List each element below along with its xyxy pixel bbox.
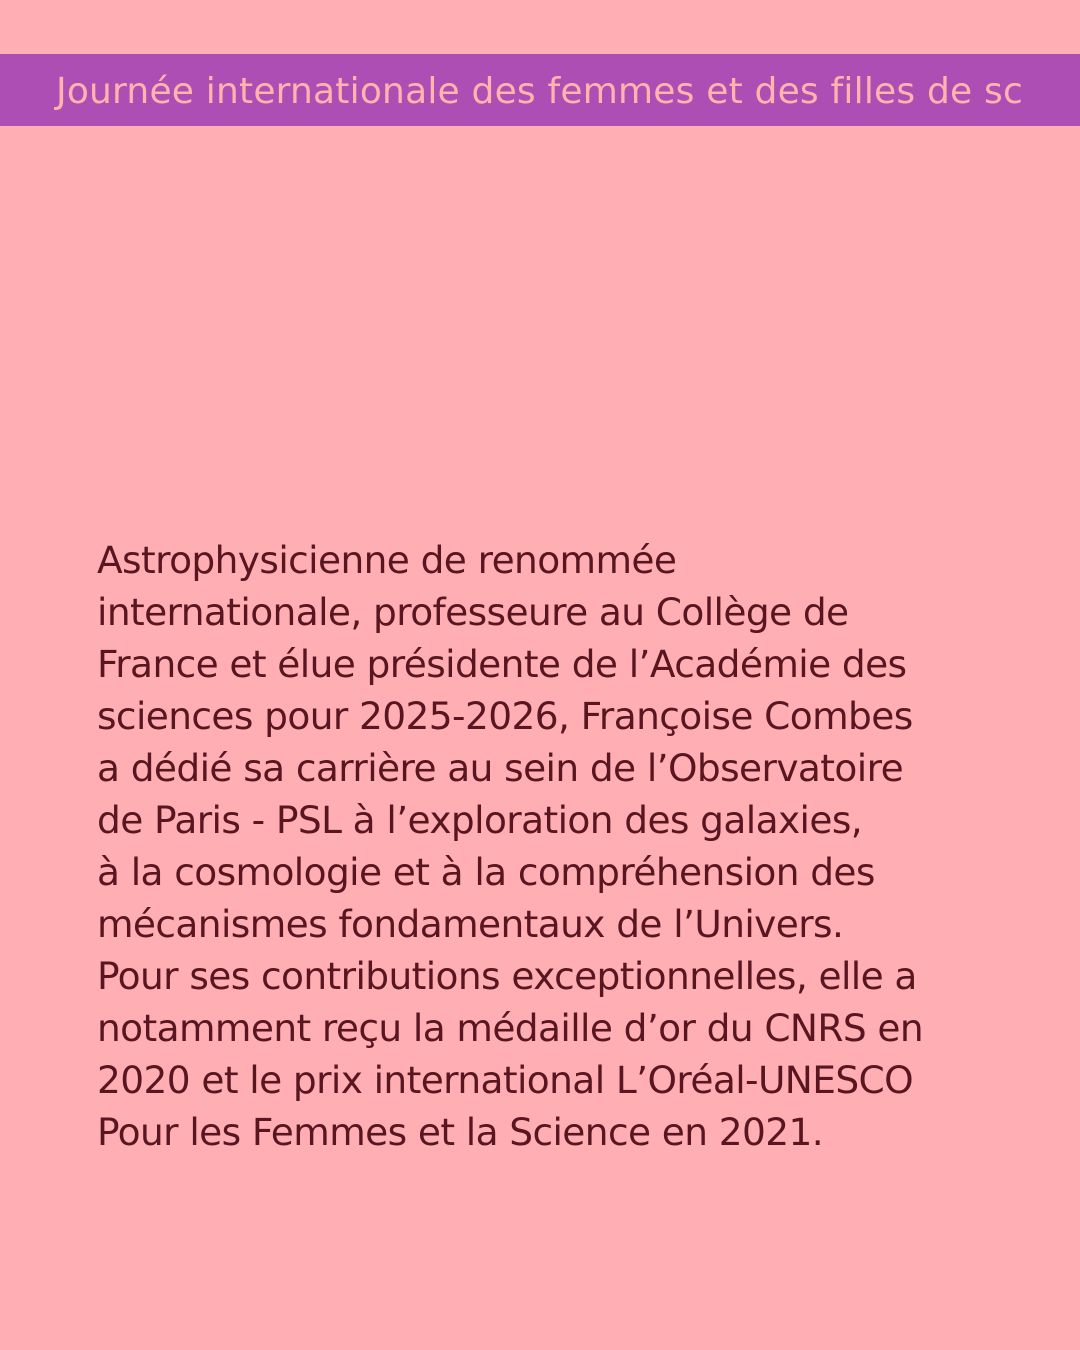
paragraph-line: 2020 et le prix international L’Oréal-UNESCO — [97, 1058, 914, 1102]
paragraph-line: sciences pour 2025-2026, Françoise Combes — [97, 694, 913, 738]
paragraph-line: Astrophysicienne de renommée — [97, 538, 677, 582]
paragraph-line: Pour les Femmes et la Science en 2021. — [97, 1110, 824, 1154]
paragraph-line: de Paris - PSL à l’exploration des galaxies, — [97, 798, 863, 842]
paragraph-line: à la cosmologie et à la compréhension des — [97, 850, 875, 894]
paragraph-line: a dédié sa carrière au sein de l’Observatoire — [97, 746, 904, 790]
paragraph-line: mécanismes fondamentaux de l’Univers. — [97, 902, 844, 946]
banner-title: Journée internationale des femmes et des filles de sc — [56, 71, 1023, 112]
paragraph-line: internationale, professeure au Collège de — [97, 590, 849, 634]
paragraph-line: notamment reçu la médaille d’or du CNRS en — [97, 1006, 923, 1050]
paragraph-line: France et élue présidente de l’Académie des — [97, 642, 907, 686]
paragraph-line: Pour ses contributions exceptionnelles, elle a — [97, 954, 917, 998]
biography-paragraph — [97, 534, 1027, 1158]
title-banner — [0, 54, 1080, 126]
